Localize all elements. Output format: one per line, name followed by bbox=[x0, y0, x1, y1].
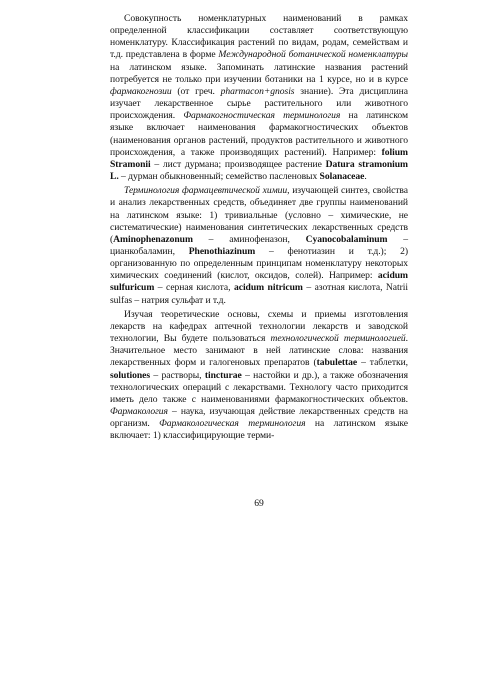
body-text bbox=[110, 13, 408, 442]
text-run: – таблетки, bbox=[357, 357, 409, 369]
text-run: – наука, изучающая действие лекарственных средств на организм. bbox=[110, 406, 408, 430]
bold-term: solutiones bbox=[110, 369, 151, 381]
text-run: Совокупность номенклатурных наименований в рамках определенной классификации составляет соответствующую номенклатуру. Классификация растений по видам, родам, семействам и т.д. представлена в форме bbox=[110, 13, 408, 61]
bold-term: tabulettae bbox=[316, 357, 358, 369]
bold-term: Solanaceae bbox=[319, 171, 365, 183]
text-run: – азотная кислота, Natrii sulfas – натрия сульфат и т.д. bbox=[110, 282, 408, 306]
bold-term: tincturae bbox=[204, 369, 242, 381]
text-run: – серная кислота, bbox=[154, 282, 234, 294]
text-run: – дурман обыкновенный; семейство пасленовых bbox=[118, 171, 320, 183]
italic-term: Терминология фармацевтической химии bbox=[124, 185, 288, 197]
text-run: на латинском языке. Запоминать латинские названия растений потребуется не только при изучении ботаники на 1 курсе, но и в курсе bbox=[110, 61, 408, 85]
text-run: . bbox=[364, 171, 367, 183]
text-run: , изучающей синтез, свойства и анализ лекарственных средств, объединяет две группы наименований на латинском языке: 1) тривиальные (условно – химические, не систематические) наименования синтетических лекарственных средств ( bbox=[110, 185, 408, 245]
book-page bbox=[110, 13, 408, 673]
paragraph-2 bbox=[110, 185, 408, 307]
bold-term: acidum nitricum bbox=[233, 282, 303, 294]
italic-term: фармакогнозии bbox=[110, 85, 172, 97]
text-run: – фенотиазин и т.д.); 2) организованную по определенным принципам номенклатуру некоторых химических соединений (кислот, оксидов, солей). Например: bbox=[110, 245, 408, 282]
bold-term: Aminophenazonum bbox=[113, 233, 193, 245]
text-run: Изучая теоретические основы, схемы и приемы изготовления лекарств на кафедрах аптечной технологии лекарств и заводской технологии, Вы будете пользоваться bbox=[110, 308, 408, 345]
text-run: – настойки и др.), а также обозначения технологических операций с лекарствами. Технологу часто приходится иметь дело также с наименованиями фармакогностических объектов. bbox=[110, 369, 408, 405]
text-run: – растворы, bbox=[150, 369, 205, 381]
italic-term: технологической терминологией bbox=[270, 333, 406, 345]
bold-term: Datura stramonium L. bbox=[110, 158, 408, 183]
text-run: – цианкобаламин, bbox=[110, 233, 408, 257]
italic-term: Фармакология bbox=[110, 406, 168, 417]
bold-term: Phenothiazinum bbox=[188, 245, 256, 257]
bold-term: Cyanocobalaminum bbox=[305, 233, 388, 245]
text-run: на латинском языке включает: 1) классифицирующие терми- bbox=[110, 418, 409, 442]
page-number: 69 bbox=[254, 498, 264, 509]
italic-term: Фармакогностическая терминология bbox=[183, 110, 341, 122]
italic-term: Международной ботанической номенклатуры bbox=[218, 49, 408, 61]
italic-term: Фармакологическая терминология bbox=[159, 418, 306, 430]
paragraph-1 bbox=[110, 13, 408, 183]
text-run: знание). Эта дисциплина изучает лекарственное сырье растительного или животного происхождения. bbox=[110, 85, 408, 122]
text-run: . Значительное место занимают в ней латинские слова: названия лекарственных форм и галогеновых препаратов ( bbox=[110, 333, 409, 369]
text-run: – лист дурмана; производящее растение bbox=[150, 158, 326, 170]
bold-term: acidum sulfuricum bbox=[110, 270, 408, 294]
text-run: – аминофеназон, bbox=[192, 233, 306, 245]
bold-term: folium Stramonii bbox=[110, 146, 408, 170]
paragraph-3 bbox=[110, 309, 408, 443]
italic-term: pharmacon+gnosis bbox=[220, 85, 295, 97]
text-run: на латинском языке включает наименования фармакогностических объектов (наименования органов растений, продуктов растительного и животного происхождения, а также производящих растений). Например: bbox=[110, 110, 409, 158]
text-run: (от греч. bbox=[171, 85, 221, 97]
